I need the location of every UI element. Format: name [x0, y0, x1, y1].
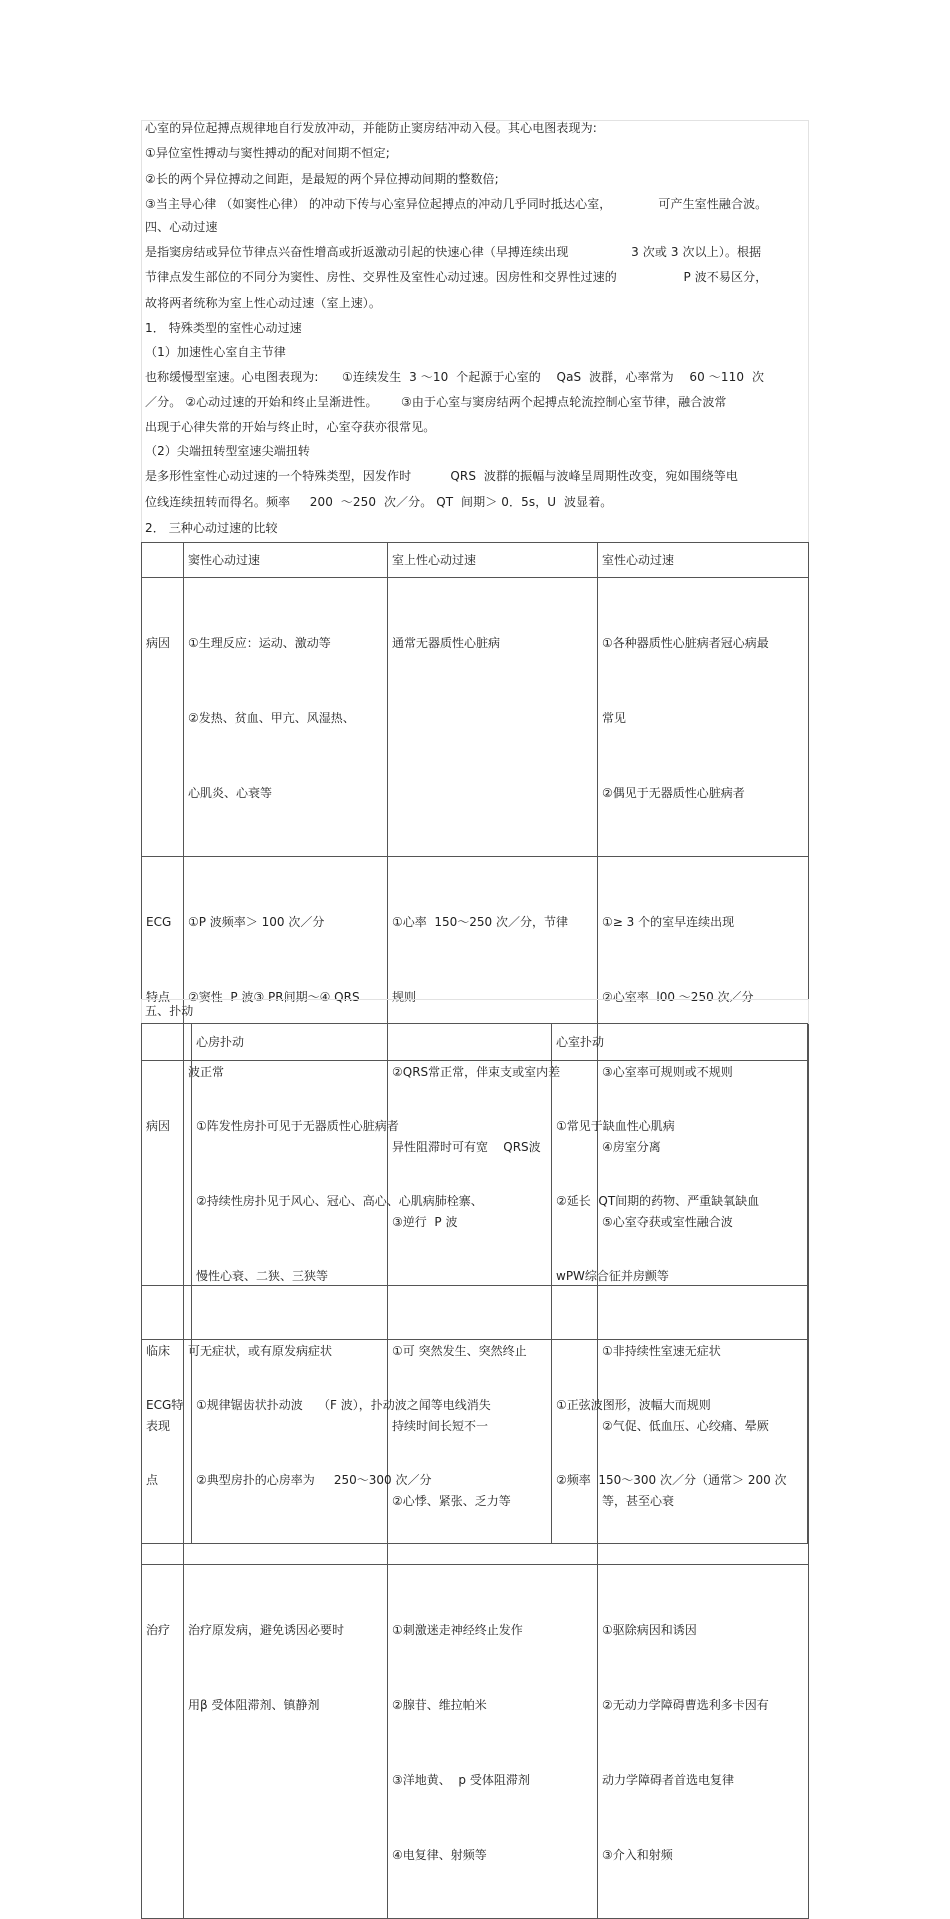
cell-line: ③心室率可规则或不规则 [602, 1065, 733, 1079]
header-cell: 心室扑动 [552, 1024, 808, 1061]
cell-line: ②发热、贫血、甲亢、风湿热、 [188, 711, 355, 725]
cell-line: ②频率 150～300 次／分（通常＞ 200 次 [556, 1473, 787, 1487]
subsection-heading: 1． 特殊类型的室性心动过速 [145, 321, 302, 335]
cell-line: ①常见于缺血性心肌病 [556, 1119, 675, 1133]
cell-line: 动力学障碍者首选电复律 [602, 1773, 735, 1787]
cell-line: ③介入和射频 [602, 1848, 673, 1862]
row-label [142, 1340, 192, 1544]
section-heading: 五、扑动 [145, 1004, 194, 1018]
table-cell [388, 1565, 598, 1919]
cell-line: 规则 [392, 990, 417, 1004]
table-cell [552, 1340, 808, 1544]
text-line: ①异位室性搏动与窦性搏动的配对间期不恒定; [145, 146, 390, 160]
table-cell [552, 1061, 808, 1340]
cell-line: 用β 受体阻滞剂、镇静剂 [188, 1698, 320, 1712]
cell-line: ①可 突然发生、突然终止 [392, 1344, 527, 1358]
cell-line: 病因 [146, 636, 171, 650]
table-row [142, 1061, 808, 1340]
row-label [142, 578, 184, 857]
cell-line: ⑤心室夺获或室性融合波 [602, 1215, 733, 1229]
text-line: ②长的两个异位搏动之间距，是最短的两个异位搏动间期的整数倍; [145, 172, 499, 186]
text-line: 位线连续扭转而得名。频率 200 ～250 次／分。 QT 间期＞ 0．5s，U 波显着。 [145, 495, 613, 509]
table-row [142, 1565, 809, 1919]
cell-line: ECG特 [146, 1398, 184, 1412]
header-cell [142, 1024, 192, 1061]
cell-line: ①心率 150～250 次／分，节律 [392, 915, 569, 929]
cell-line: ②心悸、紧张、乏力等 [392, 1494, 511, 1508]
cell-line: ①非持续性室速无症状 [602, 1344, 721, 1358]
flutter-comparison-table [141, 1023, 808, 1544]
header-cell: 窦性心动过速 [184, 543, 388, 578]
table-cell [192, 1340, 552, 1544]
cell-line: ①刺激迷走神经终止发作 [392, 1623, 523, 1637]
text-line: 出现于心律失常的开始与终止时，心室夺获亦很常见。 [145, 420, 436, 434]
header-cell [142, 543, 184, 578]
cell-line: ②持续性房扑见于风心、冠心、高心、心肌病肺栓寨、 [196, 1194, 483, 1208]
text-line: 心室的异位起搏点规律地自行发放冲动，并能防止窦房结冲动入侵。其心电图表现为: [145, 121, 597, 135]
cell-line: ①P 波频率＞ 100 次／分 [188, 915, 325, 929]
cell-line: ②心室率 l00 ～250 次／分 [602, 990, 754, 1004]
cell-line: 波正常 [188, 1065, 225, 1079]
cell-line: ①阵发性房扑可见于无器质性心脏病者 [196, 1119, 399, 1133]
subsection-heading: 2． 三种心动过速的比较 [145, 521, 278, 535]
cell-line: 临床 [146, 1344, 171, 1358]
cell-line: ①≥ 3 个的室早连续出现 [602, 915, 735, 929]
cell-line: 病因 [146, 1119, 171, 1133]
cell-line: ③逆行 P 波 [392, 1215, 458, 1229]
cell-line: 特点 [146, 990, 171, 1004]
subsection-heading: （1）加速性心室自主节律 [145, 345, 286, 359]
cell-line: ②QRS常正常，伴束支或室内差 [392, 1065, 561, 1079]
cell-line: wPW综合征并房颤等 [556, 1269, 669, 1283]
cell-line: ②窦性 P 波③ PR间期～④ QRS [188, 990, 360, 1004]
text-line: 是多形性室性心动过速的一个特殊类型，因发作时 QRS 波群的振幅与波峰呈周期性改变，宛如围绕等电 [145, 469, 738, 483]
text-line: 节律点发生部位的不同分为窦性、房性、交界性及室性心动过速。因房性和交界性过速的 P 波不易区分， [145, 270, 768, 284]
table-cell [192, 1061, 552, 1340]
cell-line: ④电复律、射频等 [392, 1848, 487, 1862]
cell-line: 治疗 [146, 1623, 171, 1637]
table-row [142, 1340, 808, 1544]
row-label [142, 1061, 192, 1340]
cell-line: ③洋地黄、 p 受体阻滞剂 [392, 1773, 530, 1787]
cell-line: ④房室分离 [602, 1140, 661, 1154]
subsection-heading: （2）尖端扭转型室速尖端扭转 [145, 444, 311, 458]
text-line: 故将两者统称为室上性心动过速（室上速）。 [145, 296, 382, 310]
cell-line: ②气促、低血压、心绞痛、晕厥 [602, 1419, 769, 1433]
cell-line: 可无症状，或有原发病症状 [188, 1344, 333, 1358]
table-header-row [142, 543, 809, 578]
header-cell: 室性心动过速 [598, 543, 809, 578]
cell-line: ①规律锯齿状扑动波 （F 波），扑动波之闻等电线消失 [196, 1398, 491, 1412]
header-cell: 心房扑动 [192, 1024, 552, 1061]
text-line: ③当主导心律 （如窦性心律） 的冲动下传与心室异位起搏点的冲动几乎同时抵达心室， 可产生室性融合波。 [145, 197, 768, 211]
section-frame [141, 999, 809, 1024]
row-label [142, 1565, 184, 1919]
table-row [142, 578, 809, 857]
section-heading: 四、心动过速 [145, 220, 218, 234]
cell-line: 常见 [602, 711, 627, 725]
cell-line: 等，甚至心衰 [602, 1494, 675, 1508]
cell-line: 慢性心衰、二狭、三狭等 [196, 1269, 329, 1283]
cell-line: ②偶见于无器质性心脏病者 [602, 786, 745, 800]
cell-line: ①驱除病因和诱因 [602, 1623, 697, 1637]
cell-line: ②无动力学障碍曹选利多卡因有 [602, 1698, 769, 1712]
cell-line: ②典型房扑的心房率为 250～300 次／分 [196, 1473, 432, 1487]
cell-line: 表现 [146, 1419, 171, 1433]
table-cell [598, 578, 809, 857]
cell-line: ①各种器质性心脏病者冠心病最 [602, 636, 769, 650]
cell-line: 点 [146, 1473, 159, 1487]
cell-line: ①生理反应：运动、激动等 [188, 636, 331, 650]
cell-line: ②延长 QT间期的药物、严重缺氧缺血 [556, 1194, 760, 1208]
cell-line: ②腺苷、维拉帕米 [392, 1698, 487, 1712]
table-header-row [142, 1024, 808, 1061]
table-cell [184, 1565, 388, 1919]
cell-line: ECG [146, 915, 172, 929]
cell-line: 持续时间长短不一 [392, 1419, 489, 1433]
table-cell [598, 1565, 809, 1919]
cell-line: 治疗原发病，避免诱因必要时 [188, 1623, 345, 1637]
cell-line: 通常无器质性心脏病 [392, 636, 501, 650]
text-line: 是指窦房结或异位节律点兴奋性增高或折返激动引起的快速心律（早搏连续出现 3 次或 3 次以上）。根据 [145, 245, 762, 259]
table-cell [388, 578, 598, 857]
table-cell [184, 578, 388, 857]
cell-line: 心肌炎、心衰等 [188, 786, 273, 800]
header-cell: 室上性心动过速 [388, 543, 598, 578]
cell-line: ①正弦波图形，波幅大而规则 [556, 1398, 711, 1412]
text-line: 也称缓慢型室速。心电图表现为: ①连续发生 3 ～10 个起源于心室的 QaS 波群，心率常为 60 ～110 次 [145, 370, 765, 384]
cell-line: 异性阻滞时可有宽 QRS波 [392, 1140, 541, 1154]
text-line: ／分。 ②心动过速的开始和终止呈渐进性。 ③由于心室与窦房结两个起搏点轮流控制心室节律，融合波常 [145, 395, 727, 409]
